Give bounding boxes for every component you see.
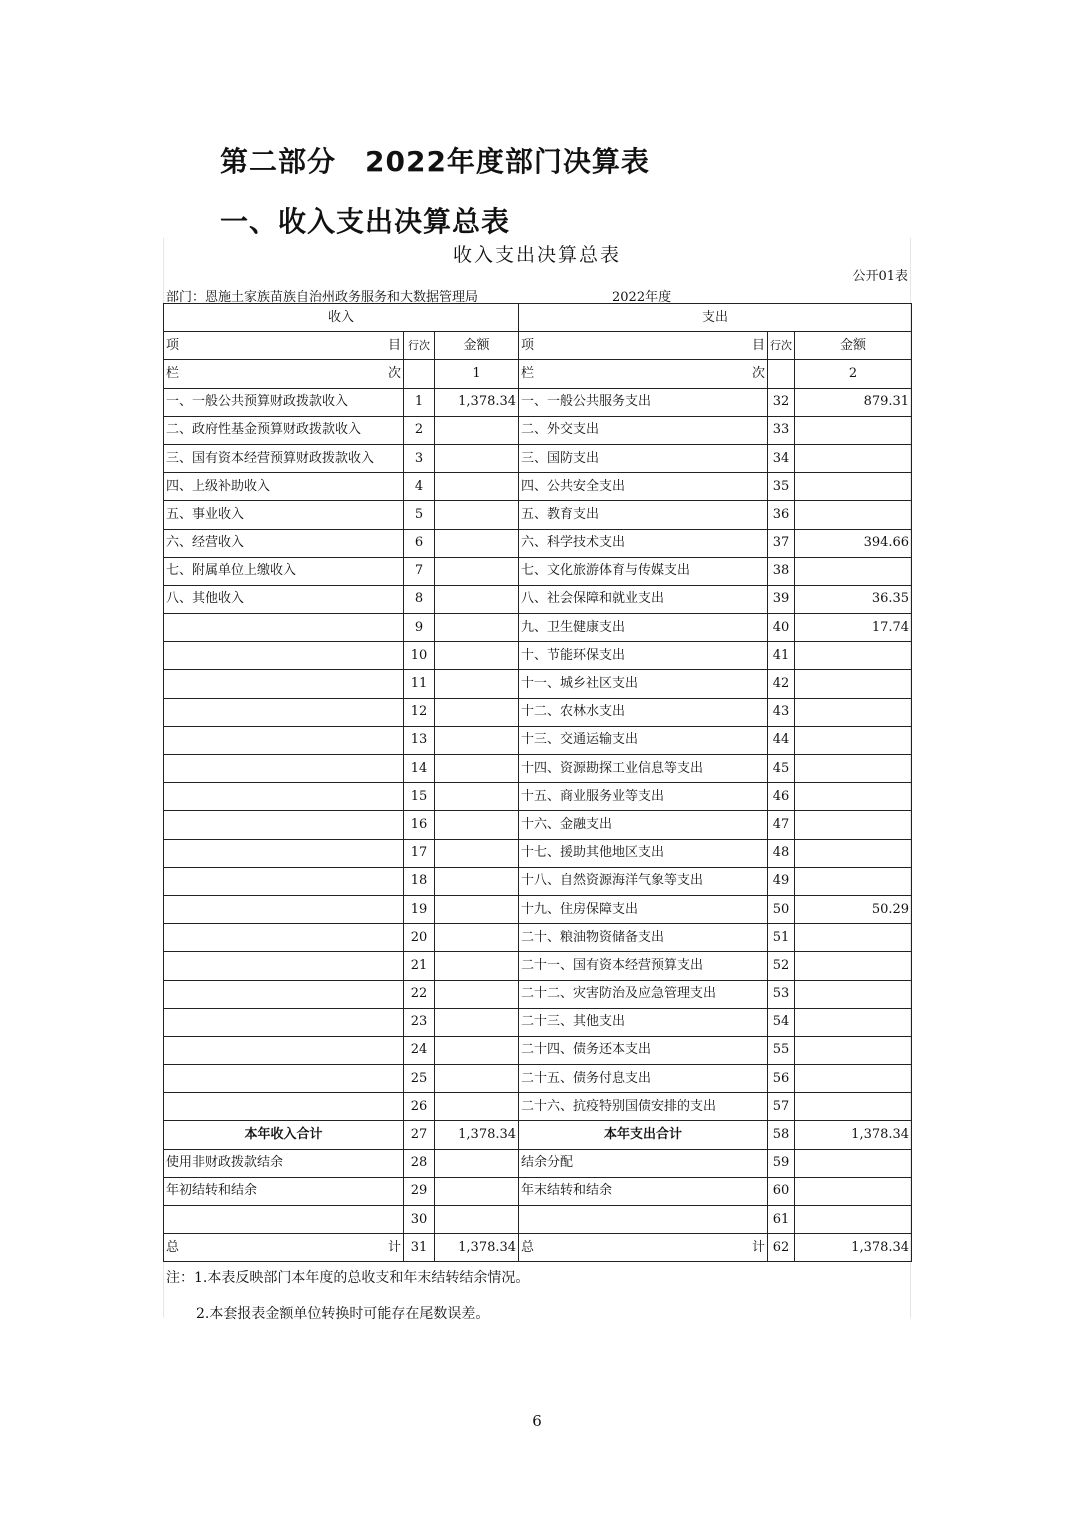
expense-amount	[795, 444, 912, 472]
table-row	[164, 924, 912, 952]
income-amount-header: 金额	[435, 332, 519, 360]
income-item-name	[164, 867, 404, 895]
table-row	[164, 1093, 912, 1121]
income-amount	[435, 698, 519, 726]
expense-colno-label: 栏 次	[519, 360, 768, 388]
table-row	[164, 839, 912, 867]
income-row-no: 27	[404, 1121, 435, 1149]
expense-item-name: 二十六、抗疫特别国债安排的支出	[519, 1093, 768, 1121]
expense-row-no: 41	[768, 642, 795, 670]
note-2: 2.本套报表金额单位转换时可能存在尾数误差。	[196, 1306, 490, 1322]
expense-row-no: 50	[768, 895, 795, 923]
income-amount	[435, 755, 519, 783]
expense-amount	[795, 867, 912, 895]
income-amount	[435, 952, 519, 980]
income-item-name	[164, 1093, 404, 1121]
expense-item-name: 四、公共安全支出	[519, 473, 768, 501]
expense-item-name: 三、国防支出	[519, 444, 768, 472]
income-row-no: 20	[404, 924, 435, 952]
expense-amount: 50.29	[795, 895, 912, 923]
table-code: 公开01表	[852, 269, 908, 284]
income-row-no: 21	[404, 952, 435, 980]
income-amount	[435, 867, 519, 895]
income-row-no: 2	[404, 416, 435, 444]
income-amount	[435, 501, 519, 529]
income-amount	[435, 1093, 519, 1121]
income-item-name: 六、经营收入	[164, 529, 404, 557]
income-row-no: 3	[404, 444, 435, 472]
income-item-name	[164, 895, 404, 923]
income-row-no: 1	[404, 388, 435, 416]
note-1: 注：1.本表反映部门本年度的总收支和年末结转结余情况。	[166, 1270, 530, 1286]
income-item-name	[164, 924, 404, 952]
income-amount	[435, 980, 519, 1008]
income-item-name: 四、上级补助收入	[164, 473, 404, 501]
income-total-amount: 1,378.34	[435, 1234, 519, 1262]
income-row-no: 19	[404, 895, 435, 923]
expense-row-no: 60	[768, 1177, 795, 1205]
expense-row-no: 54	[768, 1008, 795, 1036]
expense-row-no: 55	[768, 1036, 795, 1064]
expense-colno: 2	[795, 360, 912, 388]
expense-row-no: 62	[768, 1234, 795, 1262]
income-amount	[435, 614, 519, 642]
header-row-colno	[164, 360, 912, 388]
expense-row-no: 36	[768, 501, 795, 529]
income-amount: 1,378.34	[435, 1121, 519, 1149]
income-colno-label: 栏 次	[164, 360, 404, 388]
table-row	[164, 1008, 912, 1036]
table-row	[164, 614, 912, 642]
expense-amount: 879.31	[795, 388, 912, 416]
income-amount	[435, 839, 519, 867]
expense-amount: 1,378.34	[795, 1121, 912, 1149]
expense-row-no: 40	[768, 614, 795, 642]
expense-rowno-header: 行次	[768, 332, 795, 360]
expense-item-name: 二十二、灾害防治及应急管理支出	[519, 980, 768, 1008]
income-item-name	[164, 1206, 404, 1234]
table-row	[164, 529, 912, 557]
expense-row-no: 48	[768, 839, 795, 867]
table-row	[164, 952, 912, 980]
expense-amount	[795, 839, 912, 867]
expense-amount	[795, 1008, 912, 1036]
income-item-name: 二、政府性基金预算财政拨款收入	[164, 416, 404, 444]
expense-row-no: 53	[768, 980, 795, 1008]
income-row-no: 11	[404, 670, 435, 698]
table-row	[164, 755, 912, 783]
expense-amount	[795, 1036, 912, 1064]
expense-row-no: 61	[768, 1206, 795, 1234]
income-item-name	[164, 1008, 404, 1036]
income-row-no: 28	[404, 1149, 435, 1177]
income-amount	[435, 444, 519, 472]
expense-amount: 17.74	[795, 614, 912, 642]
income-item-name	[164, 1036, 404, 1064]
expense-item-name: 十七、援助其他地区支出	[519, 839, 768, 867]
income-item-name: 七、附属单位上缴收入	[164, 557, 404, 585]
income-row-no: 31	[404, 1234, 435, 1262]
income-amount	[435, 642, 519, 670]
expense-amount	[795, 642, 912, 670]
table-row	[164, 444, 912, 472]
expense-row-no: 45	[768, 755, 795, 783]
expense-amount	[795, 755, 912, 783]
expense-amount	[795, 473, 912, 501]
income-row-no: 12	[404, 698, 435, 726]
income-row-no: 15	[404, 783, 435, 811]
expense-item-name: 五、教育支出	[519, 501, 768, 529]
income-amount	[435, 1008, 519, 1036]
expense-item-name: 二十五、债务付息支出	[519, 1065, 768, 1093]
income-amount	[435, 1065, 519, 1093]
income-item-name	[164, 783, 404, 811]
expense-item-name: 八、社会保障和就业支出	[519, 585, 768, 613]
income-row-no: 8	[404, 585, 435, 613]
income-amount	[435, 783, 519, 811]
income-amount	[435, 585, 519, 613]
income-header: 收入	[164, 304, 519, 332]
income-item-name	[164, 726, 404, 754]
expense-amount	[795, 1177, 912, 1205]
table-row	[164, 1065, 912, 1093]
expense-item-name: 本年支出合计	[519, 1121, 768, 1149]
expense-item-name: 结余分配	[519, 1149, 768, 1177]
expense-row-no: 57	[768, 1093, 795, 1121]
table-row	[164, 980, 912, 1008]
income-item-header: 项 目	[164, 332, 404, 360]
table-row	[164, 726, 912, 754]
expense-row-no: 52	[768, 952, 795, 980]
expense-item-name: 十二、农林水支出	[519, 698, 768, 726]
income-row-no: 17	[404, 839, 435, 867]
income-amount	[435, 670, 519, 698]
expense-item-name: 十三、交通运输支出	[519, 726, 768, 754]
income-row-no: 30	[404, 1206, 435, 1234]
income-row-no: 25	[404, 1065, 435, 1093]
expense-total-label: 总 计	[519, 1234, 768, 1262]
income-row-no: 6	[404, 529, 435, 557]
income-amount	[435, 416, 519, 444]
expense-amount	[795, 501, 912, 529]
expense-amount	[795, 811, 912, 839]
income-row-no: 18	[404, 867, 435, 895]
expense-row-no: 43	[768, 698, 795, 726]
income-total-label: 总 计	[164, 1234, 404, 1262]
income-item-name	[164, 698, 404, 726]
income-amount: 1,378.34	[435, 388, 519, 416]
table-row	[164, 1206, 912, 1234]
income-row-no: 26	[404, 1093, 435, 1121]
expense-amount	[795, 924, 912, 952]
table-row	[164, 1036, 912, 1064]
expense-item-name: 十五、商业服务业等支出	[519, 783, 768, 811]
expense-item-name	[519, 1206, 768, 1234]
income-item-name	[164, 952, 404, 980]
expense-total-amount: 1,378.34	[795, 1234, 912, 1262]
table-row	[164, 416, 912, 444]
income-row-no: 10	[404, 642, 435, 670]
expense-row-no: 42	[768, 670, 795, 698]
expense-item-name: 十九、住房保障支出	[519, 895, 768, 923]
income-row-no: 16	[404, 811, 435, 839]
income-item-name: 本年收入合计	[164, 1121, 404, 1149]
expense-amount: 394.66	[795, 529, 912, 557]
table-row	[164, 867, 912, 895]
expense-row-no: 56	[768, 1065, 795, 1093]
expense-row-no: 59	[768, 1149, 795, 1177]
expense-row-no: 35	[768, 473, 795, 501]
income-item-name: 一、一般公共预算财政拨款收入	[164, 388, 404, 416]
table-row	[164, 670, 912, 698]
table-row	[164, 557, 912, 585]
department-label: 部门：恩施土家族苗族自治州政务服务和大数据管理局	[166, 290, 479, 305]
income-amount	[435, 924, 519, 952]
expense-item-name: 二十、粮油物资储备支出	[519, 924, 768, 952]
table-row	[164, 895, 912, 923]
expense-amount	[795, 698, 912, 726]
income-row-no: 29	[404, 1177, 435, 1205]
expense-amount-header: 金额	[795, 332, 912, 360]
income-amount	[435, 1206, 519, 1234]
income-item-name	[164, 755, 404, 783]
page-number: 6	[532, 1412, 542, 1430]
expense-amount	[795, 980, 912, 1008]
expense-item-name: 十一、城乡社区支出	[519, 670, 768, 698]
income-row-no: 22	[404, 980, 435, 1008]
table-row	[164, 501, 912, 529]
expense-header: 支出	[519, 304, 912, 332]
table-row	[164, 698, 912, 726]
header-row-columns	[164, 332, 912, 360]
income-amount	[435, 895, 519, 923]
income-item-name	[164, 980, 404, 1008]
table-row	[164, 811, 912, 839]
table-row	[164, 473, 912, 501]
expense-item-name: 七、文化旅游体育与传媒支出	[519, 557, 768, 585]
expense-item-name: 二十一、国有资本经营预算支出	[519, 952, 768, 980]
income-row-no: 9	[404, 614, 435, 642]
income-item-name	[164, 839, 404, 867]
income-row-no: 14	[404, 755, 435, 783]
expense-amount	[795, 1093, 912, 1121]
expense-item-name: 六、科学技术支出	[519, 529, 768, 557]
expense-row-no: 34	[768, 444, 795, 472]
expense-amount	[795, 1149, 912, 1177]
income-item-name: 使用非财政拨款结余	[164, 1149, 404, 1177]
income-amount	[435, 726, 519, 754]
income-amount	[435, 1177, 519, 1205]
expense-amount	[795, 416, 912, 444]
income-item-name: 五、事业收入	[164, 501, 404, 529]
expense-row-no: 33	[768, 416, 795, 444]
income-item-name: 三、国有资本经营预算财政拨款收入	[164, 444, 404, 472]
expense-item-name: 年末结转和结余	[519, 1177, 768, 1205]
expense-row-no: 47	[768, 811, 795, 839]
income-item-name: 八、其他收入	[164, 585, 404, 613]
expense-amount	[795, 783, 912, 811]
expense-amount	[795, 1065, 912, 1093]
section-heading: 一、收入支出决算总表	[220, 205, 511, 238]
income-item-name	[164, 670, 404, 698]
income-item-name: 年初结转和结余	[164, 1177, 404, 1205]
expense-item-name: 十四、资源勘探工业信息等支出	[519, 755, 768, 783]
table-row	[164, 388, 912, 416]
table-row	[164, 585, 912, 613]
total-row	[164, 1234, 912, 1262]
part-heading: 第二部分 2022年度部门决算表	[220, 145, 650, 178]
expense-item-name: 一、一般公共服务支出	[519, 388, 768, 416]
income-item-name	[164, 642, 404, 670]
income-amount	[435, 557, 519, 585]
expense-row-no: 58	[768, 1121, 795, 1149]
expense-row-no: 32	[768, 388, 795, 416]
expense-item-header: 项 目	[519, 332, 768, 360]
expense-row-no: 38	[768, 557, 795, 585]
expense-row-no: 49	[768, 867, 795, 895]
expense-row-no: 46	[768, 783, 795, 811]
expense-row-no: 37	[768, 529, 795, 557]
table-row	[164, 1177, 912, 1205]
table-row	[164, 1149, 912, 1177]
expense-amount	[795, 726, 912, 754]
expense-amount: 36.35	[795, 585, 912, 613]
income-amount	[435, 529, 519, 557]
year-label: 2022年度	[612, 290, 672, 305]
expense-item-name: 十六、金融支出	[519, 811, 768, 839]
income-item-name	[164, 614, 404, 642]
expense-item-name: 二、外交支出	[519, 416, 768, 444]
expense-item-name: 十八、自然资源海洋气象等支出	[519, 867, 768, 895]
subtotal-row	[164, 1121, 912, 1149]
income-row-no: 5	[404, 501, 435, 529]
income-item-name	[164, 811, 404, 839]
income-colno: 1	[435, 360, 519, 388]
income-amount	[435, 811, 519, 839]
expense-amount	[795, 557, 912, 585]
expense-item-name: 二十三、其他支出	[519, 1008, 768, 1036]
table-row	[164, 783, 912, 811]
expense-item-name: 二十四、债务还本支出	[519, 1036, 768, 1064]
expense-row-no: 39	[768, 585, 795, 613]
expense-amount	[795, 670, 912, 698]
income-amount	[435, 473, 519, 501]
table-row	[164, 642, 912, 670]
income-row-no: 24	[404, 1036, 435, 1064]
expense-amount	[795, 952, 912, 980]
income-row-no: 7	[404, 557, 435, 585]
header-row-sections	[164, 304, 912, 332]
income-rowno-header: 行次	[404, 332, 435, 360]
expense-row-no: 51	[768, 924, 795, 952]
income-row-no: 4	[404, 473, 435, 501]
table-title: 收入支出决算总表	[452, 244, 621, 266]
income-row-no: 13	[404, 726, 435, 754]
income-amount	[435, 1036, 519, 1064]
expense-row-no: 44	[768, 726, 795, 754]
expense-amount	[795, 1206, 912, 1234]
expense-item-name: 十、节能环保支出	[519, 642, 768, 670]
income-amount	[435, 1149, 519, 1177]
expense-item-name: 九、卫生健康支出	[519, 614, 768, 642]
income-expense-table	[163, 303, 912, 1262]
income-row-no: 23	[404, 1008, 435, 1036]
income-item-name	[164, 1065, 404, 1093]
